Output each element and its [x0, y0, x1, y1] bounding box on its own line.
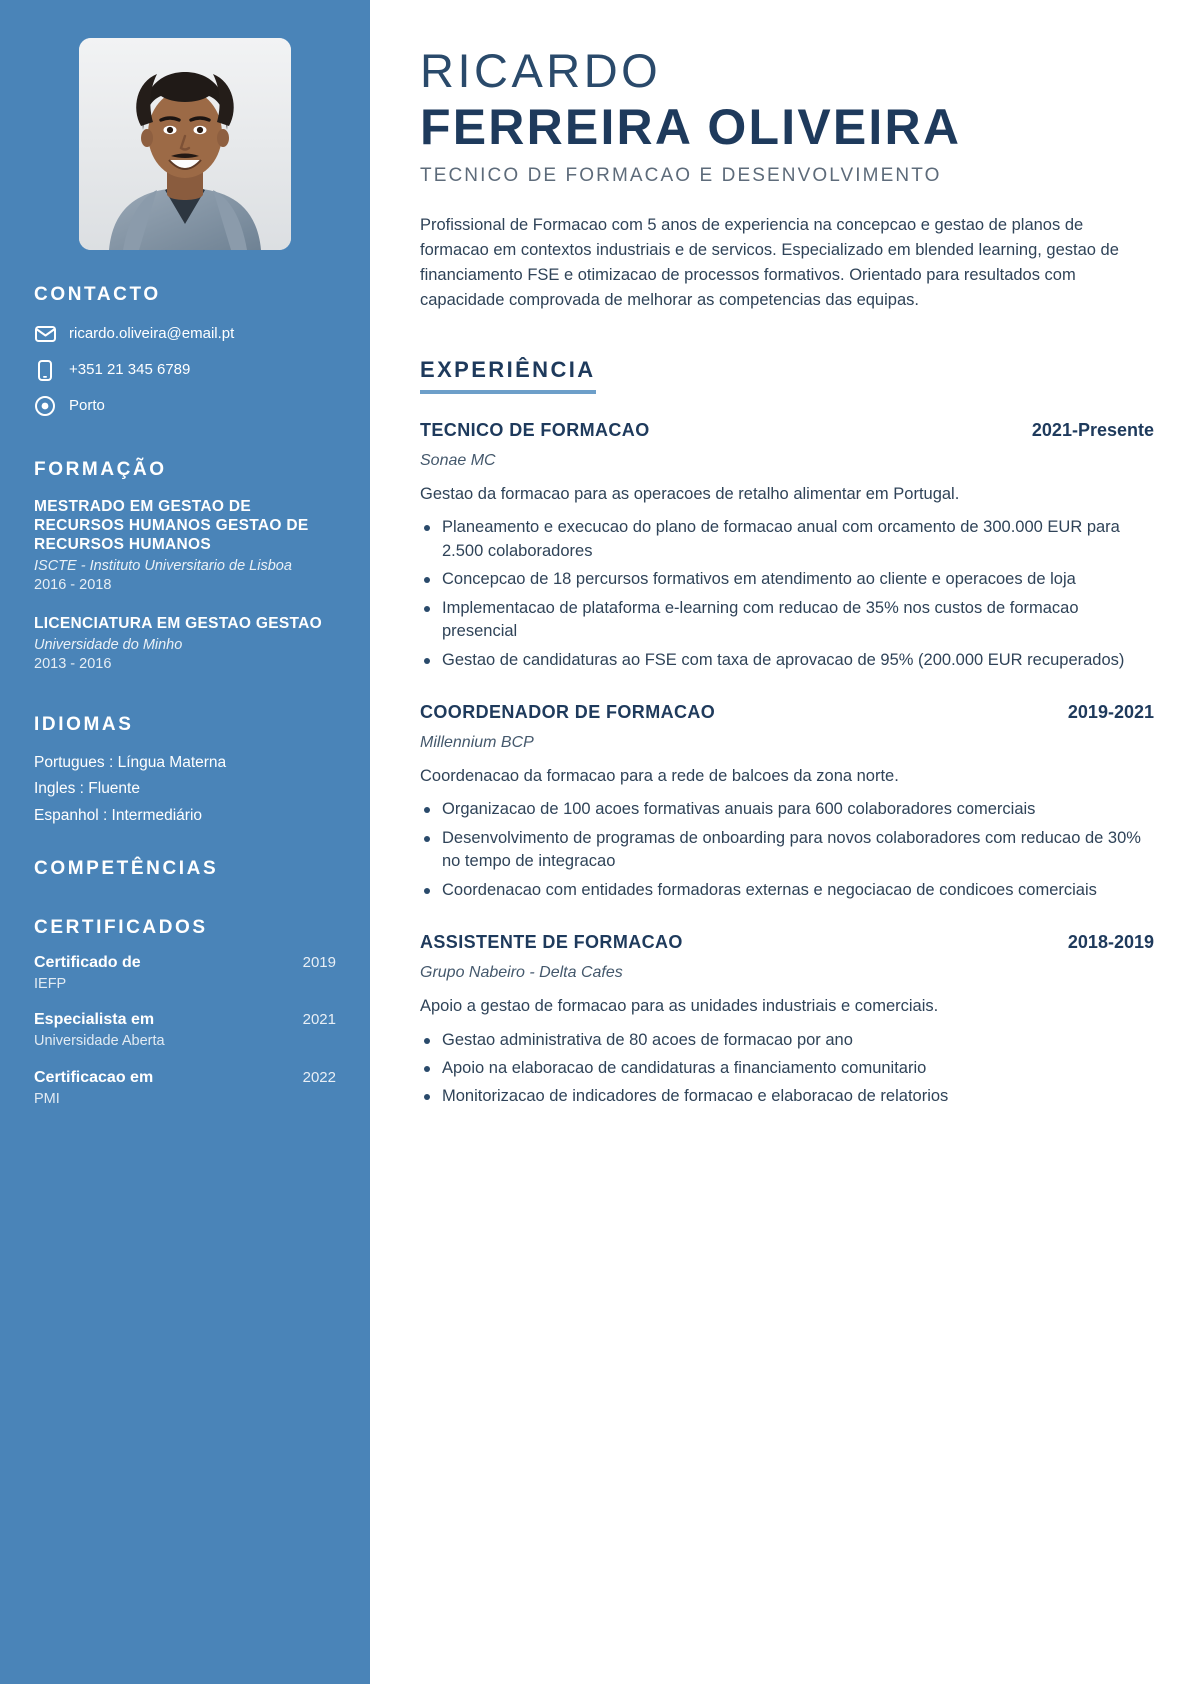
education-heading: FORMAÇÃO: [34, 459, 167, 480]
experience-bullets: [420, 1029, 1154, 1109]
contact-location-value: Porto: [69, 396, 105, 414]
experience-description: Coordenacao da formacao para a rede de balcoes da zona norte.: [420, 767, 899, 786]
certificate-year: 2022: [302, 1069, 336, 1087]
education-item: [34, 615, 336, 674]
education-degree: MESTRADO EM GESTAO DE RECURSOS HUMANOS GESTAO DE RECURSOS HUMANOS: [34, 498, 309, 553]
skills-heading: COMPETÊNCIAS: [34, 857, 219, 879]
experience-bullet: Concepcao de 18 percursos formativos em atendimento ao cliente e operacoes de loja: [420, 568, 1154, 591]
experience-bullet: Apoio na elaboracao de candidaturas a financiamento comunitario: [420, 1057, 1154, 1080]
experience-bullet: Desenvolvimento de programas de onboarding para novos colaboradores com reducao de 30% no tempo de integracao: [420, 827, 1154, 874]
last-name: FERREIRA OLIVEIRA: [420, 98, 962, 155]
experience-role: COORDENADOR DE FORMACAO: [420, 702, 716, 723]
location-pin-icon: [34, 395, 56, 417]
contact-location-row[interactable]: [34, 395, 336, 417]
experience-bullet: Gestao de candidaturas ao FSE com taxa de aprovacao de 95% (200.000 EUR recuperados): [420, 649, 1154, 672]
languages-heading: IDIOMAS: [34, 713, 134, 735]
avatar: [79, 38, 291, 250]
experience-bullet: Organizacao de 100 acoes formativas anuais para 600 colaboradores comerciais: [420, 798, 1154, 821]
experience-company: Grupo Nabeiro - Delta Cafes: [420, 964, 623, 982]
main-content: [370, 0, 1190, 1684]
experience-dates: 2021-Presente: [1031, 420, 1154, 441]
experience-item: [420, 702, 1154, 902]
certificates-heading: CERTIFICADOS: [34, 916, 208, 938]
education-years: 2016 - 2018: [34, 576, 112, 593]
experience-dates: 2019-2021: [1067, 702, 1154, 723]
education-years: 2013 - 2016: [34, 655, 112, 672]
experience-role: ASSISTENTE DE FORMACAO: [420, 932, 683, 953]
avatar-container: [34, 38, 336, 250]
experience-role: TECNICO DE FORMACAO: [420, 420, 650, 441]
phone-icon: [34, 359, 56, 381]
experience-bullets: [420, 516, 1154, 672]
first-name: RICARDO: [420, 44, 662, 97]
profile-summary: Profissional de Formacao com 5 anos de experiencia na concepcao e gestao de planos de formacao em contextos industriais e de servicos. Especializado em blended learning, gestao de financiamento FSE e otimizacao de processos formativos. Orientado para resultados com capacidade comprovada de melhorar as competencias das equipas.: [420, 215, 1119, 309]
certificate-item: [34, 953, 336, 994]
experience-heading: EXPERIÊNCIA: [420, 357, 596, 394]
experience-bullets: [420, 798, 1154, 902]
experience-bullet: Gestao administrativa de 80 acoes de formacao por ano: [420, 1029, 1154, 1052]
certificate-year: 2019: [302, 953, 336, 971]
experience-company: Sonae MC: [420, 452, 496, 470]
contact-email-value: ricardo.oliveira@email.pt: [69, 324, 235, 342]
certificate-item: [34, 1068, 336, 1109]
certificate-name: Certificacao em: [34, 1069, 154, 1087]
certificate-item: [34, 1010, 336, 1051]
envelope-icon: [34, 323, 56, 345]
education-school: ISCTE - Instituto Universitario de Lisboa: [34, 557, 292, 574]
language-item: Ingles : Fluente: [34, 780, 140, 798]
experience-bullet: Monitorizacao de indicadores de formacao e elaboracao de relatorios: [420, 1085, 1154, 1108]
experience-description: Gestao da formacao para as operacoes de retalho alimentar em Portugal.: [420, 485, 960, 504]
portrait-photo-icon: [79, 38, 291, 250]
education-degree: LICENCIATURA EM GESTAO GESTAO: [34, 614, 322, 632]
certificate-issuer: PMI: [34, 1091, 60, 1108]
contact-heading: CONTACTO: [34, 284, 161, 305]
job-title: TECNICO DE FORMACAO E DESENVOLVIMENTO: [420, 164, 942, 186]
certificate-issuer: Universidade Aberta: [34, 1033, 165, 1050]
experience-item: [420, 420, 1154, 672]
contact-phone-row[interactable]: [34, 359, 336, 381]
education-item: [34, 498, 336, 595]
languages-list: [34, 750, 336, 830]
certificate-issuer: IEFP: [34, 975, 67, 992]
experience-bullet: Coordenacao com entidades formadoras externas e negociacao de condicoes comerciais: [420, 879, 1154, 902]
contact-email-row[interactable]: [34, 323, 336, 345]
language-item: Espanhol : Intermediário: [34, 806, 203, 824]
experience-dates: 2018-2019: [1067, 932, 1154, 953]
certificate-name: Certificado de: [34, 953, 141, 971]
experience-description: Apoio a gestao de formacao para as unidades industriais e comerciais.: [420, 997, 939, 1016]
contact-phone-value: +351 21 345 6789: [69, 360, 191, 378]
certificate-year: 2021: [302, 1011, 336, 1029]
experience-bullet: Planeamento e execucao do plano de formacao anual com orcamento de 300.000 EUR para 2.500 colaboradores: [420, 516, 1154, 563]
certificate-name: Especialista em: [34, 1011, 155, 1029]
sidebar: [0, 0, 370, 1684]
experience-company: Millennium BCP: [420, 734, 534, 752]
experience-item: [420, 932, 1154, 1109]
experience-bullet: Implementacao de plataforma e-learning com reducao de 35% nos custos de formacao presencial: [420, 597, 1154, 644]
education-school: Universidade do Minho: [34, 636, 183, 653]
language-item: Portugues : Língua Materna: [34, 753, 227, 771]
